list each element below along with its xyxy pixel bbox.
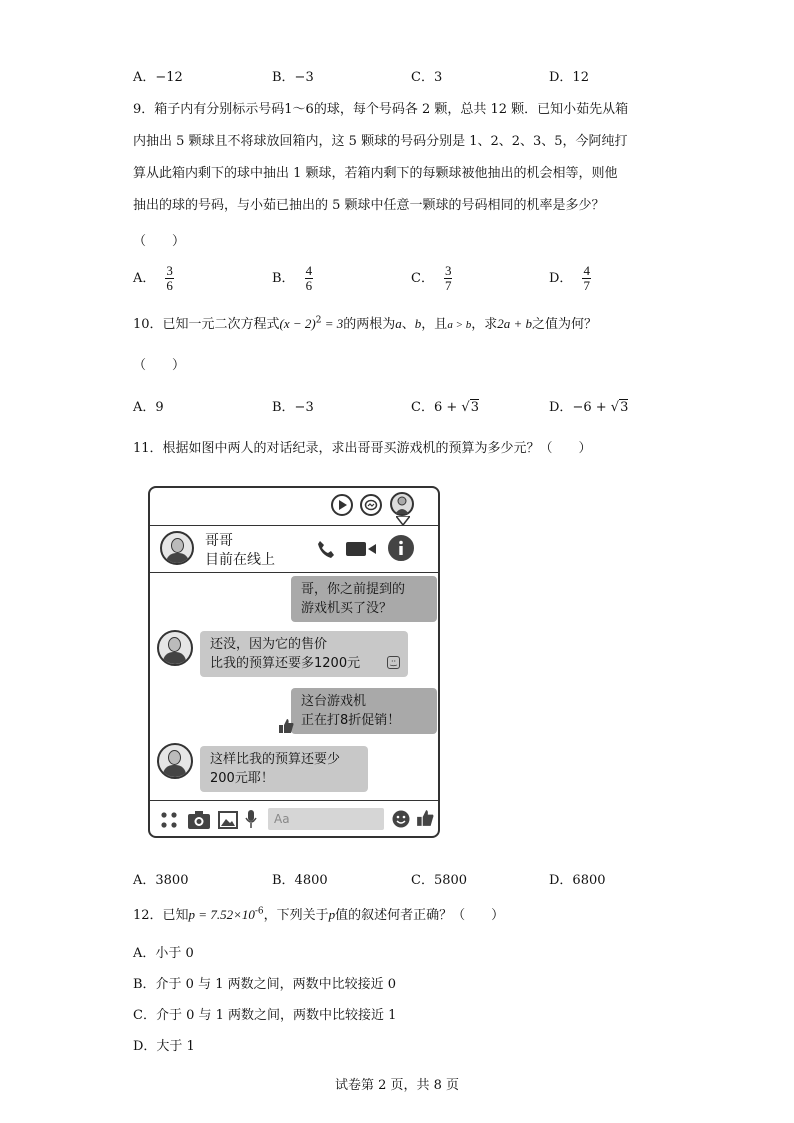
q10-sep: 、 [401,317,415,332]
image-icon [218,811,238,829]
q10-post: 之值为何？ [532,317,598,332]
option-label: D． [549,271,573,286]
q9-option-d [549,264,591,293]
q8-option-b: B．−3 [272,70,314,85]
chat-top-bar [150,488,438,526]
numerator: 4 [583,263,590,278]
emoji-icon [392,810,410,828]
q12-mid: ，下列关于 [263,908,329,923]
page-footer: 试卷第 2 页，共 8 页 [334,1078,460,1093]
q10-mid: 的两根为 [343,317,396,332]
q8-option-a: A．−12 [133,70,183,85]
option-value: −6 + [572,400,611,415]
smile-icon: ·͜· [387,656,400,669]
q10-root-b: b [414,316,422,331]
q8-option-d: D．12 [549,70,589,85]
message-2 [200,631,408,677]
q10-mid3: ，求 [471,317,498,332]
fraction [582,264,591,293]
option-label: C． [411,400,434,415]
message-input: Aa [268,808,384,830]
denominator: 6 [166,278,173,293]
fraction [444,264,453,293]
profile-avatar-icon [390,492,414,516]
message-line: 哥，你之前提到的 [301,582,406,597]
sqrt-icon: √ [610,400,620,415]
option-label: C． [411,271,434,286]
q9-line-3: 算从此箱内剩下的球中抽出 1 颗球，若箱内剩下的每颗球被他抽出的机会相等，则他 [133,166,618,181]
messenger-icon [360,494,382,516]
q10-equation-rhs: = 3 [321,316,344,331]
q10-stem [133,313,597,332]
denominator: 6 [305,278,313,293]
q10-expression: 2a + b [497,316,533,331]
option-label: A． [133,271,156,286]
q11-option-c: C．5800 [411,873,468,888]
numerator: 4 [305,263,313,278]
info-icon [388,535,414,561]
q10-option-a: A．9 [133,400,164,415]
q12-pre: 12．已知 [133,908,189,923]
q10-condition: a > b [447,319,472,331]
q10-pre: 10．已知一元二次方程式 [133,317,280,332]
apps-icon [160,811,178,829]
message-line: 正在打8折促销！ [301,713,401,728]
q9-option-c [411,264,452,293]
q10-exponent: 2 [315,315,322,326]
message-line: 这台游戏机 [301,694,367,709]
brother-avatar [157,743,193,779]
q10-option-b: B．−3 [272,400,314,415]
option-label: B． [272,271,295,286]
message-line: 游戏机买了没？ [301,601,393,616]
q12-post: 值的叙述何者正确？（ ） [335,908,505,923]
radicand: 3 [620,400,629,415]
option-value: 6 + [433,400,462,415]
q10-option-d [549,396,628,415]
q10-option-c [411,396,479,415]
q12-exponent: -6 [254,906,264,917]
message-1 [291,576,437,622]
q11-option-d: D．6800 [549,873,606,888]
brother-avatar [157,630,193,666]
q10-answer-paren: （ ） [133,358,186,373]
numerator: 3 [444,263,452,278]
q10-mid2: ，且 [421,317,448,332]
contact-name: 哥哥 [205,533,233,549]
q12-option-a: A．小于 0 [133,946,194,961]
fraction [305,264,314,293]
q9-line-4: 抽出的球的号码，与小茹已抽出的 5 颗球中任意一颗球的号码相同的机率是多少？ [133,198,605,213]
q9-option-a [133,264,174,293]
microphone-icon [245,809,257,829]
q12-option-b: B．介于 0 与 1 两数之间，两数中比较接近 0 [133,977,397,992]
q11-stem: 11．根据如图中两人的对话纪录，求出哥哥买游戏机的预算为多少元？（ ） [133,441,592,456]
q12-variable: p [328,907,336,922]
camera-icon [188,811,210,829]
q10-root-a: a [395,316,402,331]
message-3 [291,688,437,734]
chat-header [150,525,438,573]
q12-option-c: C．介于 0 与 1 两数之间，两数中比较接近 1 [133,1008,397,1023]
message-line: 200元耶！ [210,771,274,786]
q10-equation: (x − 2) [279,316,316,331]
like-icon [416,809,434,827]
message-line: 这样比我的预算还要少 [210,752,341,767]
q9-answer-paren: （ ） [133,234,186,249]
q11-option-a: A．3800 [133,873,189,888]
radicand: 3 [470,400,479,415]
chat-input-bar [150,800,438,838]
denominator: 7 [444,278,452,293]
q12-stem [133,904,504,923]
numerator: 3 [166,263,173,278]
sqrt-icon: √ [461,400,470,415]
q9-line-2: 内抽出 5 颗球且不将球放回箱内，这 5 颗球的号码分别是 1、2、2、3、5，今阿纯打 [133,134,628,149]
play-icon [331,494,353,516]
q9-option-b [272,264,313,293]
phone-icon [316,539,334,559]
video-icon [346,541,378,557]
denominator: 7 [583,278,590,293]
q11-option-b: B．4800 [272,873,328,888]
brother-avatar [160,531,194,565]
message-4 [200,746,368,792]
q8-option-c: C．3 [411,70,443,85]
q9-line-1: 9．箱子内有分别标示号码1～6的球，每个号码各 2 颗，总共 12 颗．已知小茹先从箱 [133,102,629,117]
chat-figure [148,486,440,838]
contact-status: 目前在线上 [205,552,275,568]
fraction [165,264,174,293]
message-line: 还没，因为它的售价 [210,637,328,652]
q12-option-d: D．大于 1 [133,1039,195,1054]
q12-equation: p = 7.52×10 [188,907,255,922]
option-label: D． [549,400,573,415]
message-line: 比我的预算还要多1200元 [210,656,361,671]
thumbs-up-icon [278,718,294,734]
